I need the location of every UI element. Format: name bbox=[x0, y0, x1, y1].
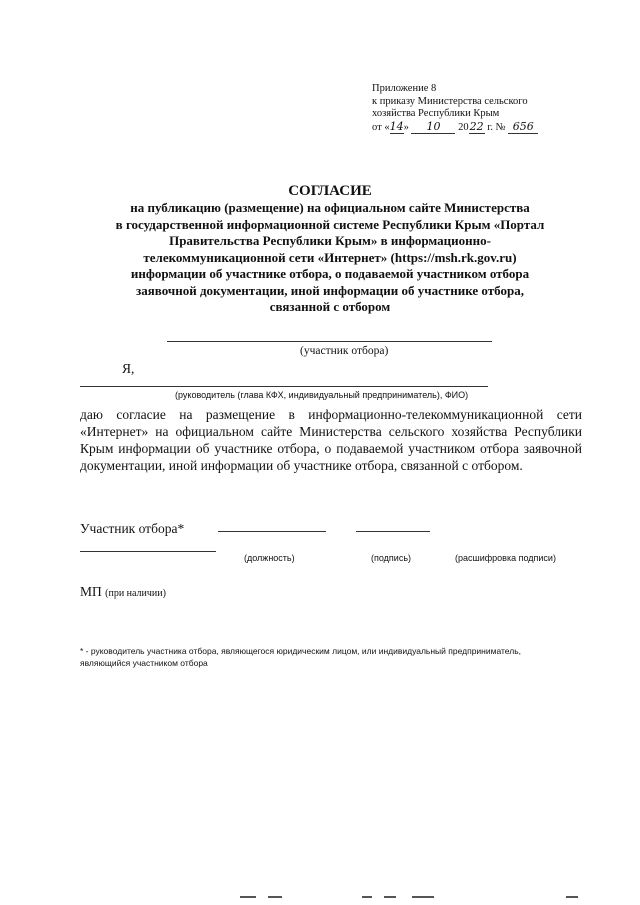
participant-line[interactable] bbox=[167, 341, 492, 342]
title-line-3: Правительства Республики Крым» в информационно- bbox=[169, 233, 491, 248]
appendix-number: Приложение 8 bbox=[372, 83, 437, 94]
title-line-5: информации об участнике отбора, о подаваемой участником отбора bbox=[130, 266, 530, 281]
scan-artifact-3 bbox=[362, 896, 372, 898]
document-title bbox=[60, 182, 600, 316]
mp-note: (при наличии) bbox=[105, 588, 166, 599]
participant-label: Участник отбора* bbox=[80, 521, 185, 536]
date-year: 22 bbox=[469, 119, 484, 133]
footnote-line-2: являющийся участником отбора bbox=[80, 658, 208, 668]
title-heading: СОГЛАСИЕ bbox=[288, 183, 372, 199]
title-line-7: связанной с отбором bbox=[269, 299, 391, 314]
scan-artifact-5 bbox=[412, 896, 434, 898]
scan-artifact-1 bbox=[240, 896, 256, 898]
ya-label: Я, bbox=[122, 361, 135, 376]
scan-artifact-2 bbox=[268, 896, 282, 898]
title-line-6: заявочной документации, иной информации об участнике отбора, bbox=[136, 282, 524, 298]
date-day: 14 bbox=[389, 119, 404, 133]
scan-artifact-4 bbox=[384, 896, 396, 898]
mp-block bbox=[80, 584, 166, 600]
title-line-4: телекоммуникационной сети «Интернет» (https://msh.rk.gov.ru) bbox=[143, 249, 517, 265]
head-caption: (руководитель (глава КФХ, индивидуальный предприниматель), ФИО) bbox=[175, 390, 469, 400]
order-number: 656 bbox=[508, 121, 538, 135]
position-caption: (должность) bbox=[244, 553, 295, 563]
appendix-ministry-line: хозяйства Республики Крым bbox=[372, 108, 500, 119]
appendix-date-line: от «14» 10 2022 г. № 656 bbox=[372, 121, 538, 135]
decoding-line[interactable] bbox=[80, 551, 216, 552]
head-name-line[interactable] bbox=[80, 386, 488, 387]
decoding-caption: (расшифровка подписи) bbox=[455, 553, 556, 563]
title-line-2: в государственной информационной системе Республики Крым «Портал bbox=[115, 216, 545, 232]
position-line[interactable] bbox=[218, 531, 326, 532]
signature-line[interactable] bbox=[356, 531, 430, 532]
appendix-block bbox=[372, 83, 538, 134]
appendix-order-line: к приказу Министерства сельского bbox=[372, 95, 528, 107]
scan-artifact-6 bbox=[566, 896, 578, 898]
title-line-1: на публикацию (размещение) на официальном сайте Министерства bbox=[130, 200, 530, 215]
mp-label: МП bbox=[80, 584, 102, 599]
footnote-line-1: * - руководитель участника отбора, являющегося юридическим лицом, или индивидуальный предприниматель, bbox=[80, 646, 521, 656]
consent-text: даю согласие на размещение в информационно-телекоммуникационной сети «Интернет» на официальном сайте Министерства сельского хозяйства Республики Крым информации об участнике отбора, о подаваемой участником отбора заявочной документации, иной информации об участнике отбора, связанной с отбором. bbox=[80, 407, 582, 473]
date-month: 10 bbox=[411, 121, 455, 135]
participant-caption: (участник отбора) bbox=[300, 345, 389, 357]
footnote bbox=[80, 645, 580, 669]
signature-caption: (подпись) bbox=[371, 553, 412, 563]
consent-text-block bbox=[80, 406, 582, 474]
